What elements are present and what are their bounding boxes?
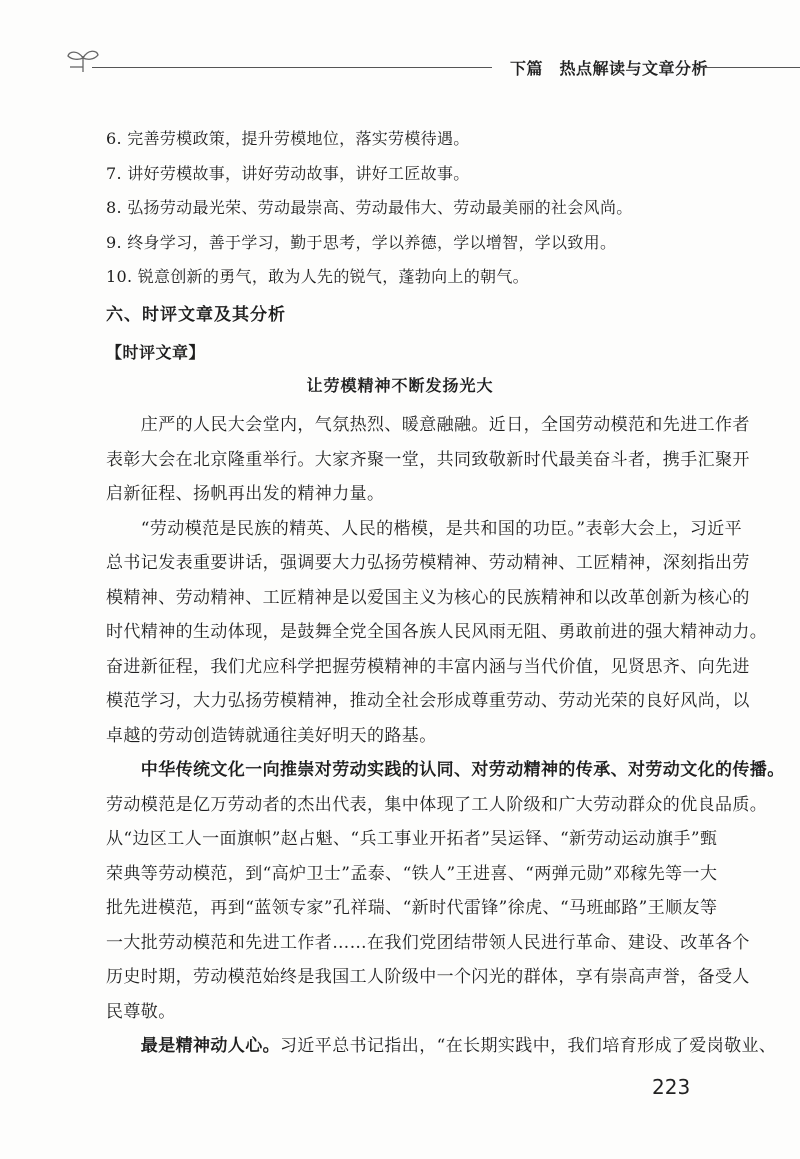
- list-item: 8. 弘扬劳动最光荣、劳动最崇高、劳动最伟大、劳动最美丽的社会风尚。: [106, 198, 633, 217]
- list-item: 9. 终身学习，善于学习，勤于思考，学以养德，学以增智，学以致用。: [106, 232, 617, 252]
- running-header: [0, 46, 800, 86]
- paragraph-line: “劳动模范是民族的精英、人民的楷模，是共和国的功臣。”表彰大会上，习近平: [106, 518, 743, 539]
- article-label: 【时评文章】: [106, 343, 206, 362]
- page-number: 223: [652, 1075, 691, 1099]
- paragraph-line: 民尊敬。: [106, 1001, 176, 1022]
- section-heading: 六、时评文章及其分析: [106, 305, 286, 325]
- paragraph-line: 从“边区工人一面旗帜”赵占魁、“兵工事业开拓者”吴运铎、“新劳动运动旗手”甄: [106, 829, 718, 849]
- list-item: 6. 完善劳模政策，提升劳模地位，落实劳模待遇。: [106, 129, 470, 148]
- paragraph-lead-sentence: 最是精神动人心。: [106, 1036, 280, 1056]
- paragraph-line: 总书记发表重要讲话，强调要大力弘扬劳模精神、劳动精神、工匠精神，深刻指出劳: [106, 553, 750, 573]
- paragraph-line: 批先进模范，再到“蓝领专家”孔祥瑞、“新时代雷锋”徐虎、“马班邮路”王顺友等: [106, 898, 718, 918]
- paragraph-line: 劳动模范是亿万劳动者的杰出代表，集中体现了工人阶级和广大劳动群众的优良品质。: [106, 794, 768, 815]
- header-rule-left: [92, 67, 492, 68]
- paragraph-line: 奋进新征程，我们尤应科学把握劳模精神的丰富内涵与当代价值，见贤思齐、向先进: [106, 656, 750, 677]
- paragraph-line: 表彰大会在北京隆重举行。大家齐聚一堂，共同致敬新时代最美奋斗者，携手汇聚开: [106, 449, 750, 470]
- list-item: 10. 锐意创新的勇气，敢为人先的锐气，蓬勃向上的朝气。: [106, 267, 529, 286]
- paragraph-line: 模范学习，大力弘扬劳模精神，推动全社会形成尊重劳动、劳动光荣的良好风尚，以: [106, 691, 750, 711]
- paragraph-line: 庄严的人民大会堂内，气氛热烈、暖意融融。近日，全国劳动模范和先进工作者: [106, 415, 750, 435]
- header-title: 下篇 热点解读与文章分析: [510, 59, 709, 78]
- paragraph-line: 历史时期，劳动模范始终是我国工人阶级中一个闪光的群体，享有崇高声誉，备受人: [106, 967, 750, 987]
- paragraph-line: 启新征程、扬帆再出发的精神力量。: [106, 484, 385, 504]
- list-item: 7. 讲好劳模故事，讲好劳动故事，讲好工匠故事。: [106, 163, 470, 183]
- paragraph-line: [106, 1029, 777, 1064]
- header-rule-right: [694, 67, 800, 68]
- paragraph-line: 时代精神的生动体现，是鼓舞全党全国各族人民风雨无阻、勇敢前进的强大精神动力。: [106, 622, 768, 642]
- paragraph-line: 卓越的劳动创造铸就通往美好明天的路基。: [106, 725, 437, 746]
- article-title: 让劳模精神不断发扬光大: [306, 376, 494, 395]
- paragraph-line: 模精神、劳动精神、工匠精神是以爱国主义为核心的民族精神和以改革创新为核心的: [106, 587, 750, 608]
- paragraph-lead-sentence: 中华传统文化一向推崇对劳动实践的认同、对劳动精神的传承、对劳动文化的传播。: [106, 760, 785, 780]
- paragraph-line: 荣典等劳动模范，到“高炉卫士”孟泰、“铁人”王进喜、“两弹元勋”邓稼先等一大: [106, 863, 718, 884]
- paragraph-text: 习近平总书记指出，“在长期实践中，我们培育形成了爱岗敬业、: [280, 1036, 777, 1056]
- sprout-icon: [66, 46, 100, 74]
- numbered-list: [106, 122, 706, 295]
- paragraph-line: 一大批劳动模范和先进工作者……在我们党团结带领人民进行革命、建设、改革各个: [106, 932, 750, 953]
- article-body: [106, 408, 785, 1064]
